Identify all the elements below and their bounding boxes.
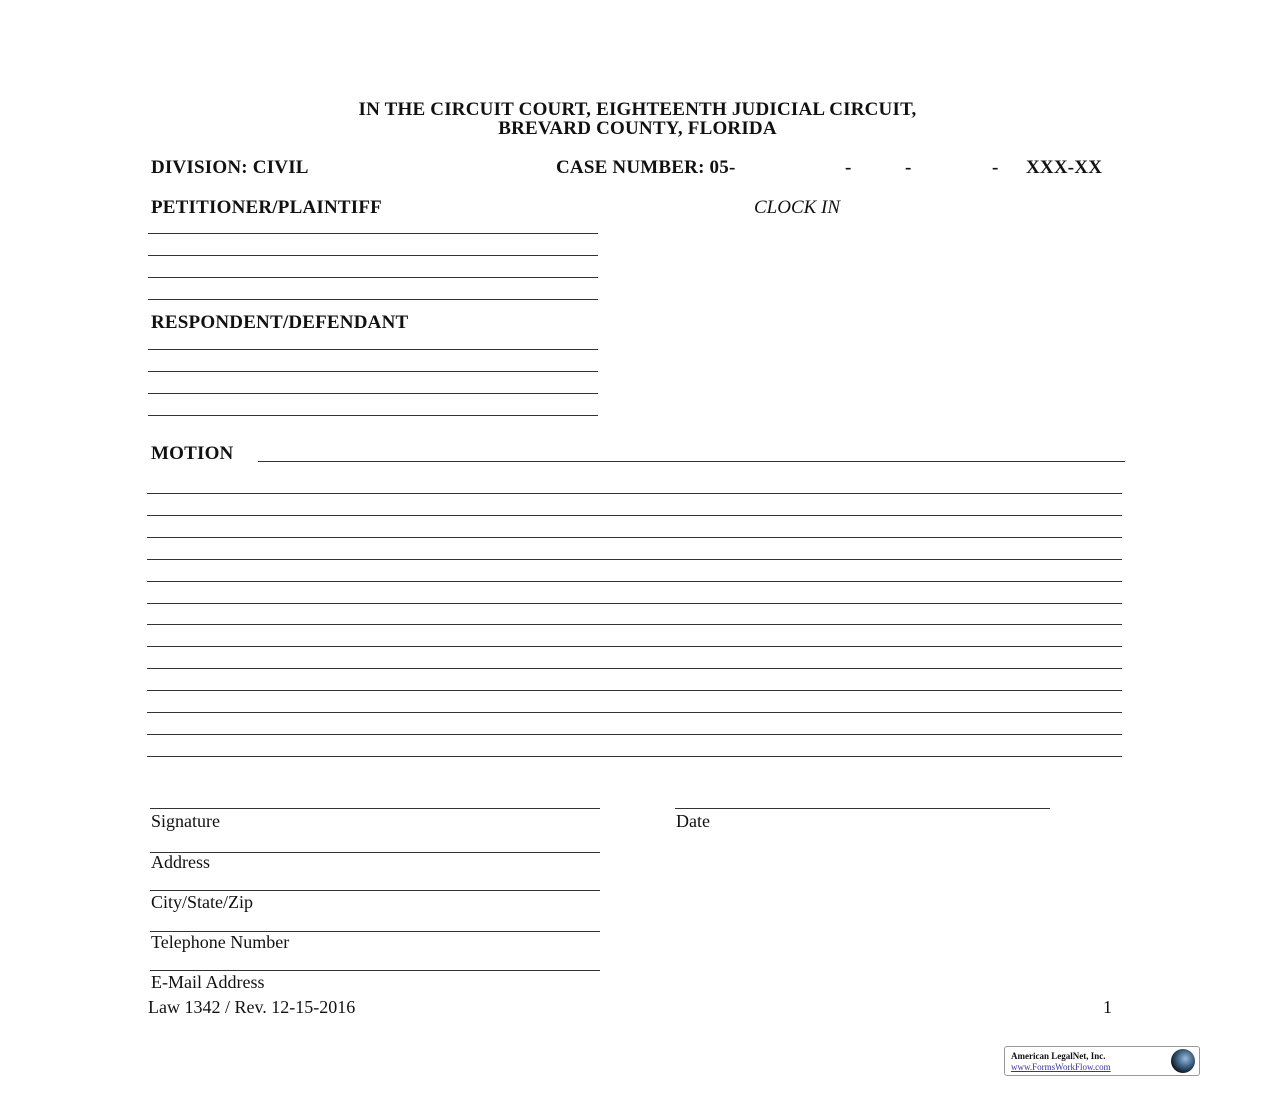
motion-line[interactable] <box>147 734 1122 735</box>
motion-line[interactable] <box>147 603 1122 604</box>
division-label: DIVISION: CIVIL <box>151 157 309 178</box>
case-dash: - <box>905 157 912 178</box>
respondent-line[interactable] <box>148 415 598 416</box>
date-line[interactable] <box>675 808 1050 809</box>
signature-label: Signature <box>151 811 220 831</box>
form-id: Law 1342 / Rev. 12-15-2016 <box>148 997 356 1017</box>
motion-line[interactable] <box>147 690 1122 691</box>
motion-line[interactable] <box>147 515 1122 516</box>
motion-line[interactable] <box>147 756 1122 757</box>
case-number-suffix: XXX-XX <box>1026 157 1103 178</box>
telephone-label: Telephone Number <box>151 932 290 952</box>
motion-line[interactable] <box>147 581 1122 582</box>
petitioner-line[interactable] <box>148 255 598 256</box>
logo-company: American LegalNet, Inc. <box>1011 1051 1106 1061</box>
case-number-label: CASE NUMBER: 05- <box>556 157 736 178</box>
case-dash: - <box>992 157 999 178</box>
city-state-zip-line[interactable] <box>150 890 600 891</box>
address-line[interactable] <box>150 852 600 853</box>
header-line-2: BREVARD COUNTY, FLORIDA <box>498 118 777 139</box>
respondent-line[interactable] <box>148 393 598 394</box>
motion-line[interactable] <box>147 559 1122 560</box>
petitioner-label: PETITIONER/PLAINTIFF <box>151 197 382 218</box>
motion-line[interactable] <box>147 668 1122 669</box>
motion-line[interactable] <box>147 493 1122 494</box>
email-label: E-Mail Address <box>151 972 265 992</box>
petitioner-line[interactable] <box>148 277 598 278</box>
respondent-line[interactable] <box>148 349 598 350</box>
american-legalnet-logo[interactable] <box>1004 1046 1200 1076</box>
date-label: Date <box>676 811 710 831</box>
signature-line[interactable] <box>150 808 600 809</box>
motion-line[interactable] <box>147 712 1122 713</box>
respondent-line[interactable] <box>148 371 598 372</box>
motion-line[interactable] <box>147 624 1122 625</box>
city-state-zip-label: City/State/Zip <box>151 892 253 912</box>
petitioner-line[interactable] <box>148 299 598 300</box>
address-label: Address <box>151 852 210 872</box>
email-line[interactable] <box>150 970 600 971</box>
motion-label: MOTION <box>151 443 234 464</box>
clock-in-label: CLOCK IN <box>754 197 841 218</box>
petitioner-line[interactable] <box>148 233 598 234</box>
globe-icon <box>1171 1049 1195 1073</box>
logo-url[interactable]: www.FormsWorkFlow.com <box>1011 1062 1111 1072</box>
page-number: 1 <box>1103 997 1112 1017</box>
motion-line[interactable] <box>147 537 1122 538</box>
motion-title-line[interactable] <box>258 461 1125 462</box>
header-line-1: IN THE CIRCUIT COURT, EIGHTEENTH JUDICIAL CIRCUIT, <box>358 99 917 120</box>
case-dash: - <box>845 157 852 178</box>
motion-line[interactable] <box>147 646 1122 647</box>
respondent-label: RESPONDENT/DEFENDANT <box>151 312 409 333</box>
